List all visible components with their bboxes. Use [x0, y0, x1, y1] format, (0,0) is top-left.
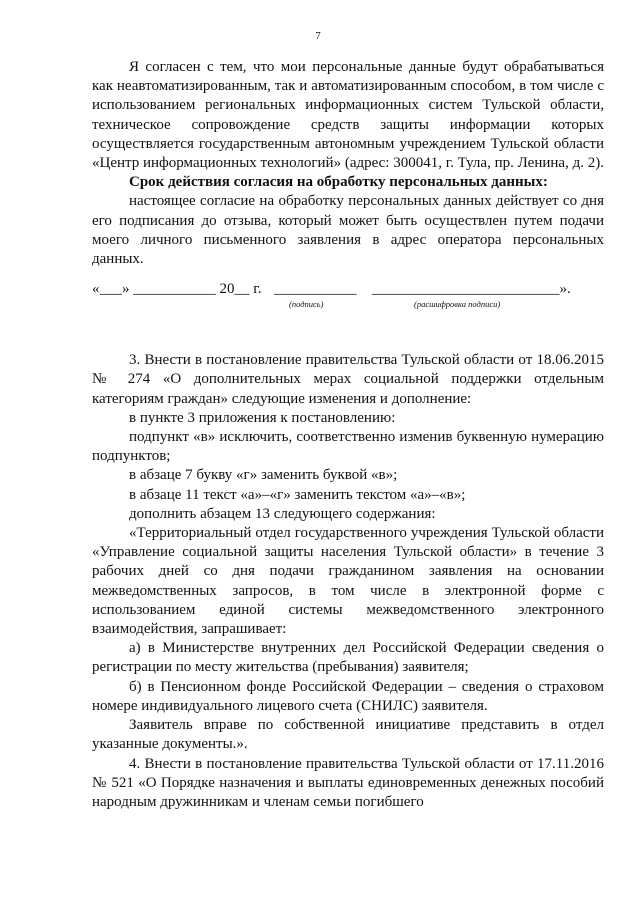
signature-caption: (подпись)	[289, 299, 324, 310]
amendment-subitem-a: а) в Министерстве внутренних дел Российской Федерации сведения о регистрации по месту жительства (пребывания) заявителя;	[92, 640, 604, 676]
signature-date: «___» ___________ 20__ г.	[92, 281, 262, 298]
signature-decode-caption: (расшифровка подписи)	[414, 299, 501, 310]
amendment-line: в пункте 3 приложения к постановлению:	[129, 409, 396, 426]
amendment-line: в абзаце 7 букву «г» заменить буквой «в»;	[129, 467, 398, 484]
signature-line: ___________	[274, 281, 357, 298]
consent-term-text: настоящее согласие на обработку персональных данных действует со дня его подписания до отзыва, который может быть осуществлен путем подачи моего личного письменного заявления в адрес оператора персональных данных.	[92, 193, 604, 268]
signature-block	[92, 281, 604, 317]
amendment-quote: «Территориальный отдел государственного учреждения Тульской области «Управление социальной защиты населения Тульской области» в течение 3 рабочих дней со дня подачи гражданином заявления на основании межведомственных запросов, в том числе в электронной форме с использованием единой системы межведомственного электронного взаимодействия, запрашивает:	[92, 525, 604, 638]
document-body	[92, 58, 604, 812]
amendment-item-4: 4. Внести в постановление правительства Тульской области от 17.11.2016 № 521 «О Порядке назначения и выплаты единовременных денежных пособий народным дружинникам и членам семьи погибшего	[92, 755, 604, 810]
page-number: 7	[315, 30, 321, 42]
amendment-subitem-b: б) в Пенсионном фонде Российской Федерации – сведения о страховом номере индивидуального лицевого счета (СНИЛС) заявителя.	[92, 678, 604, 714]
amendment-line: дополнить абзацем 13 следующего содержания:	[129, 505, 436, 522]
amendment-line: Заявитель вправе по собственной инициативе представить в отдел указанные документы.».	[92, 717, 604, 753]
consent-paragraph: Я согласен с тем, что мои персональные данные будут обрабатываться как неавтоматизированным, так и автоматизированным способом, в том числе с использованием региональных информационных систем Тульской области, техническое сопровождение средств защиты информации которых осуществляется государственным автономным учреждением Тульской области «Центр информационных технологий» (адрес: 300041, г. Тула, пр. Ленина, д. 2).	[92, 59, 604, 172]
signature-decode-line: _________________________».	[372, 281, 571, 298]
consent-term-heading: Срок действия согласия на обработку персональных данных:	[129, 174, 548, 191]
amendment-line: подпункт «в» исключить, соответственно изменив буквенную нумерацию подпунктов;	[92, 429, 604, 465]
amendment-item-3: 3. Внести в постановление правительства Тульской области от 18.06.2015 № 274 «О дополнительных мерах социальной поддержки отдельным категориям граждан» следующие изменения и дополнение:	[92, 352, 604, 407]
amendment-line: в абзаце 11 текст «а»–«г» заменить текстом «а»–«в»;	[129, 486, 466, 503]
